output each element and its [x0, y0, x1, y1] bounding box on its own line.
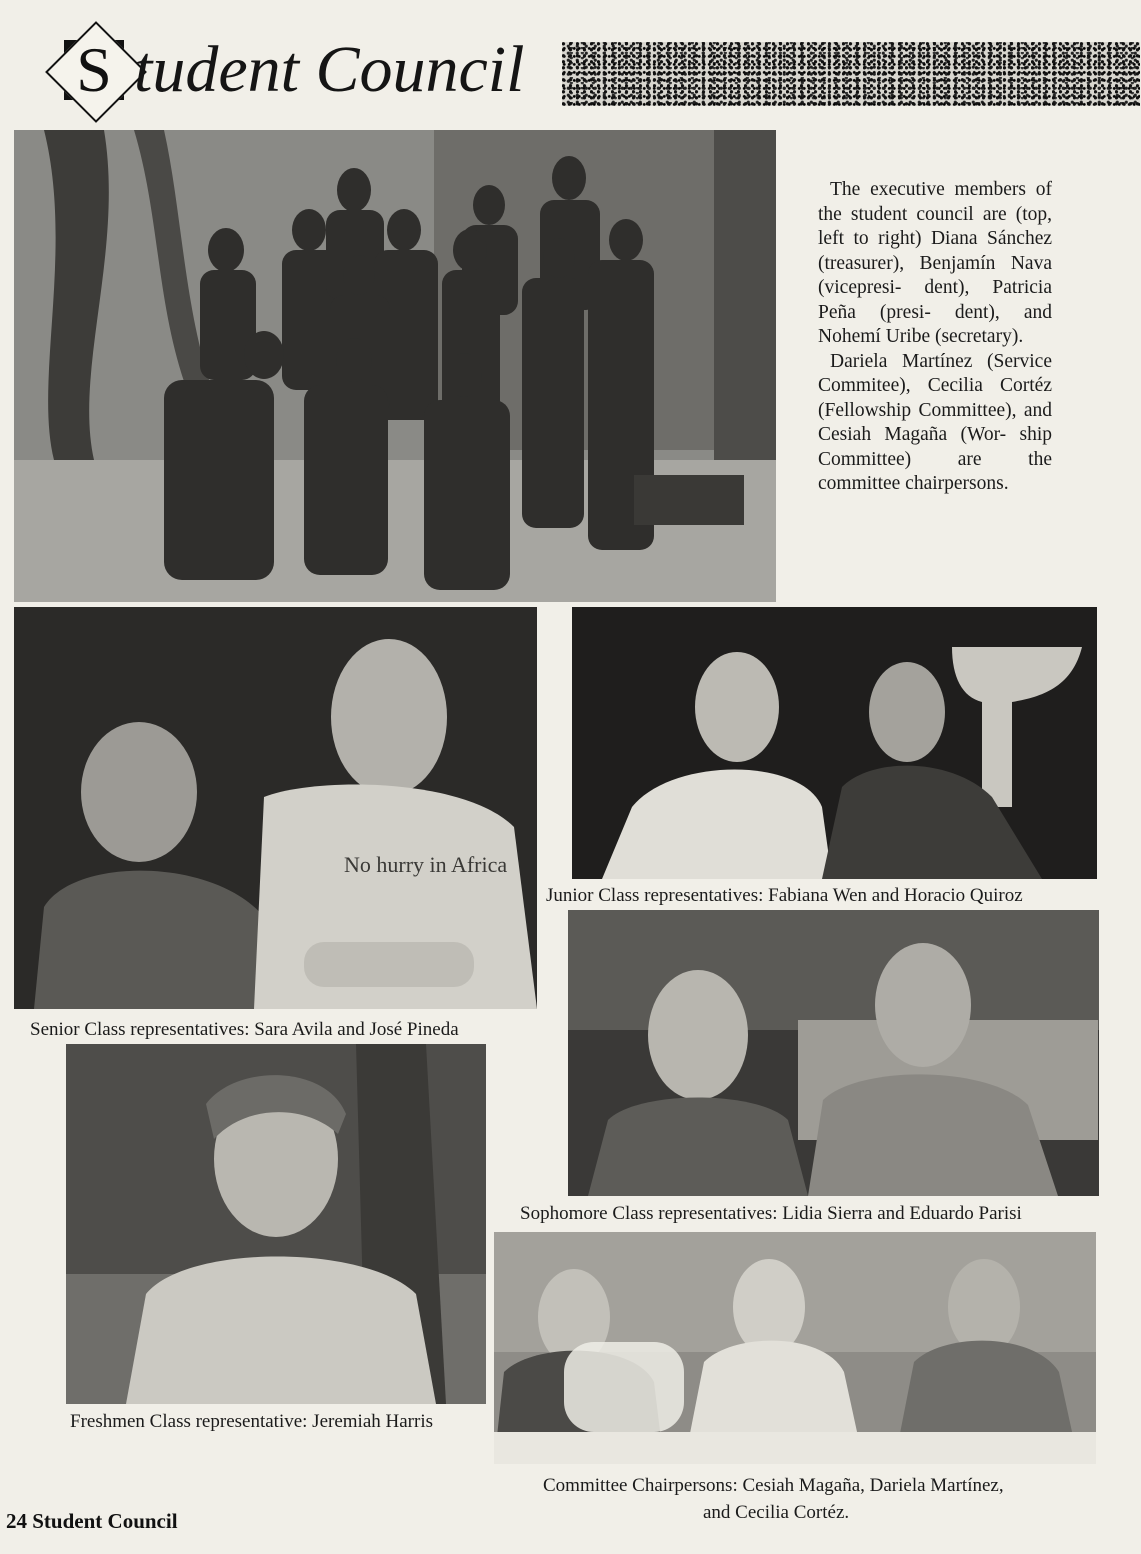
senior-caption: Senior Class representatives: Sara Avila and José Pineda	[30, 1019, 459, 1040]
freshmen-class-photo	[66, 1044, 486, 1404]
shirt-graphic-text: No hurry in Africa	[344, 852, 508, 877]
sophomore-caption: Sophomore Class representatives: Lidia Sierra and Eduardo Parisi	[520, 1203, 1022, 1224]
emblem-letter: S	[76, 34, 112, 105]
executive-group-photo	[14, 130, 776, 602]
executive-members-description	[818, 178, 1052, 497]
committee-chairpersons-photo	[494, 1232, 1096, 1464]
page-footer-label: 24 Student Council	[6, 1509, 178, 1533]
junior-class-photo	[572, 607, 1097, 879]
page-title: tudent Council	[134, 33, 525, 106]
executive-paragraph: The executive members of the student council are (top, left to right) Diana Sánchez (treasurer), Benjamín Nava (vicepresi- dent), Patricia Peña (presi- dent), and Nohemí Uribe (secretary).	[818, 179, 1052, 347]
junior-caption: Junior Class representatives: Fabiana Wen and Horacio Quiroz	[546, 885, 1023, 906]
freshmen-caption: Freshmen Class representative: Jeremiah Harris	[70, 1411, 433, 1432]
senior-class-photo	[14, 607, 537, 1009]
committee-caption-line2: and Cecilia Cortéz.	[703, 1502, 850, 1523]
chairpersons-paragraph: Dariela Martínez (Service Commitee), Cecilia Cortéz (Fellowship Committee), and Cesiah Magaña (Wor- ship Committee) are the committee chairpersons.	[818, 350, 1052, 494]
committee-caption-line1: Committee Chairpersons: Cesiah Magaña, Dariela Martínez,	[543, 1475, 1004, 1496]
decorative-speckle-band	[562, 42, 1140, 106]
sophomore-class-photo	[568, 910, 1099, 1196]
